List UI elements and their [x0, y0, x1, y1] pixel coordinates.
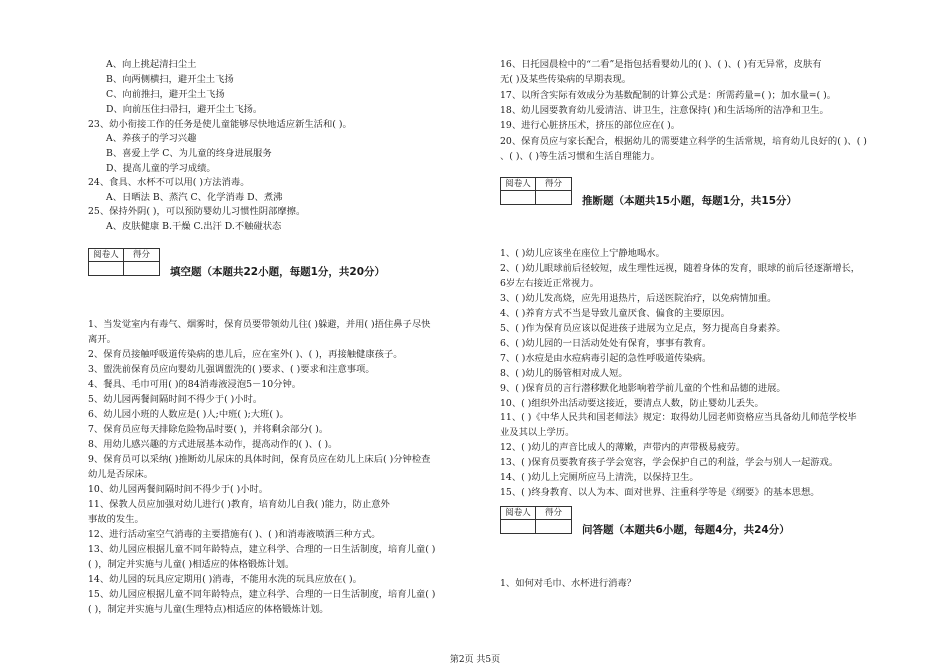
fill-question-line: 17、以所含实际有效成分为基数配制的计算公式是：所需药量=( )；加水量=( )。	[500, 89, 837, 101]
grader-label: 阅卷人	[501, 507, 536, 519]
q22-option-c: C、向前推扫，避开尘土飞扬	[106, 89, 225, 100]
judge-question-line: 1、( )幼儿应该坐在座位上宁静地喝水。	[500, 248, 665, 259]
judge-question-line: 9、( )保育员的言行潜移默化地影响着学前儿童的个性和品德的进展。	[500, 382, 786, 394]
fill-question-line: 19、进行心脏挤压术，挤压的部位应在( )。	[500, 120, 681, 132]
grader-label: 阅卷人	[89, 249, 124, 261]
judge-section-title: 推断题（本题共15小题，每题1分，共15分）	[582, 195, 798, 207]
fill-question-line: ( )，制定并实施与儿童( )相适应的体格锻炼计划。	[88, 559, 295, 570]
fill-question-line: 离开。	[88, 334, 116, 345]
q23-option-bc: B、喜爱上学 C、为儿童的终身进展服务	[106, 148, 272, 159]
fill-question-line: 14、幼儿园的玩具应定期用( )消毒，不能用水洗的玩具应放在( )。	[88, 574, 362, 585]
judge-question-line: 11、( )《中华人民共和国老师法》规定：取得幼儿园老师资格应当具备幼儿师范学校毕	[500, 412, 857, 424]
fill-question-line: 4、餐具、毛巾可用( )的84消毒液浸泡5－10分钟。	[88, 379, 302, 390]
judge-question-line: 8、( )幼儿的肠管相对成人短。	[500, 367, 628, 379]
fill-question-line: 2、保育员接触呼吸道传染病的患儿后，应在室外( )、( )，再接触健康孩子。	[88, 349, 403, 360]
fill-question-line: 3、盥洗前保育员应向婴幼儿强调盥洗的( )要求、( )要求和注意事项。	[88, 364, 375, 375]
score-label: 得分	[544, 508, 562, 518]
judge-question-line: 14、( )幼儿上完厕所应马上清洗，以保持卫生。	[500, 472, 699, 484]
fill-question-line: 8、用幼儿感兴趣的方式进展基本动作，提高动作的( )、( )。	[88, 439, 338, 450]
fill-question-line: 20、保育员应与家长配合，根据幼儿的需要建立科学的生活常规，培育幼儿良好的( )、( )	[500, 135, 867, 147]
fill-score-box	[88, 248, 160, 276]
fill-section-title: 填空题（本题共22小题，每题1分，共20分）	[170, 266, 386, 278]
q22-option-a: A、向上挑起清扫尘土	[106, 59, 197, 70]
fill-question-line: 18、幼儿园要教育幼儿爱清洁、讲卫生，注意保持( )和生活场所的洁净和卫生。	[500, 104, 829, 116]
fill-question-line: 无( )及某些传染病的早期表现。	[500, 74, 632, 86]
fill-question-line: 16、日托园晨检中的“二看”是指包括看婴幼儿的( )、( )、( )有无异常，皮肤有	[500, 59, 822, 70]
grader-label: 阅卷人	[501, 178, 536, 190]
judge-question-line: 6岁左右接近正常视力。	[500, 277, 599, 289]
q24-options: A、日晒法 B、蒸汽 C、化学消毒 D、煮沸	[106, 192, 283, 203]
fill-question-line: 、( )、( )等生活习惯和生活自理能力。	[500, 150, 660, 162]
page-footer: 第2页 共5页	[449, 655, 501, 665]
fill-question-line: 15、幼儿园应根据儿童不同年龄特点，建立科学、合理的一日生活制度，培育儿童( )	[88, 589, 436, 600]
q22-option-d: D、向前压住扫帚扫，避开尘土飞扬。	[106, 104, 263, 115]
judge-question-line: 2、( )幼儿眼球前后径较短，成生理性远视，随着身体的发育，眼球的前后径逐渐增长，	[500, 262, 861, 274]
q22-option-b: B、向两侧横扫，避开尘土飞扬	[106, 74, 234, 85]
qa-question-line: 1、如何对毛巾、水杯进行消毒？	[500, 578, 637, 589]
fill-question-line: 1、当发觉室内有毒气、烟雾时，保育员要带领幼儿往( )躲避，并用( )捂住鼻子尽快	[88, 319, 431, 330]
fill-question-line: 12、进行活动室空气消毒的主要措施有( )、( )和消毒液喷洒三种方式。	[88, 529, 381, 540]
q23-option-a: A、养孩子的学习兴趣	[106, 133, 197, 144]
judge-question-line: 5、( )作为保育员应该以促进孩子进展为立足点，努力提高自身素养。	[500, 322, 786, 334]
q23-option-d: D、提高儿童的学习成绩。	[106, 163, 216, 174]
fill-question-line: ( )，制定并实施与儿童(生理特点)相适应的体格锻炼计划。	[88, 604, 329, 615]
fill-question-line: 5、幼儿园两餐间隔时间不得少于( )小时。	[88, 394, 263, 405]
judge-question-line: 12、( )幼儿的声音比成人的薄嫩，声带内的声带极易疲劳。	[500, 442, 746, 454]
q23-stem: 23、幼小衔接工作的任务是使儿童能够尽快地适应新生活和( )。	[88, 119, 352, 130]
fill-question-line: 6、幼儿园小班的人数应是( )人;中班( );大班( )。	[88, 409, 289, 420]
fill-question-line: 10、幼儿园两餐间隔时间不得少于( )小时。	[88, 484, 269, 495]
score-label: 得分	[132, 250, 150, 260]
judge-question-line: 10、( )组织外出活动要这接近，要清点人数，防止婴幼儿丢失。	[500, 397, 764, 409]
judge-score-box	[500, 177, 572, 205]
judge-question-line: 业及其以上学历。	[500, 427, 575, 439]
judge-question-line: 13、( )保育员要教育孩子学会宽容，学会保护自己的利益，学会与别人一起游戏。	[500, 457, 839, 469]
fill-question-line: 11、保教人员应加强对幼儿进行( )教育，培育幼儿自我( )能力，防止意外	[88, 499, 390, 510]
qa-score-box	[500, 506, 572, 534]
score-label: 得分	[544, 179, 562, 189]
fill-question-line: 7、保育员应每天排除危险物品时要( )，并将剩余部分( )。	[88, 424, 329, 435]
q25-options: A、皮肤健康 B.干燥 C.出汗 D.不触碰状态	[106, 221, 282, 232]
fill-question-line: 13、幼儿园应根据儿童不同年龄特点，建立科学、合理的一日生活制度，培育儿童( )	[88, 544, 436, 555]
fill-question-line: 9、保育员可以采纳( )推断幼儿尿床的具体时间，保育员应在幼儿上床后( )分钟检查	[88, 454, 431, 465]
q24-stem: 24、食具、水杯不可以用( )方法消毒。	[88, 177, 250, 188]
fill-question-line: 事故的发生。	[88, 514, 144, 525]
q25-stem: 25、保持外阴( )，可以预防婴幼儿习惯性阴部摩擦。	[88, 206, 306, 217]
fill-question-line: 幼儿是否尿床。	[88, 469, 154, 480]
judge-question-line: 4、( )养育方式不当是导致儿童厌食、偏食的主要原因。	[500, 307, 730, 319]
judge-question-line: 15、( )终身教育、以人为本、面对世界、注重科学等是《纲要》的基本思想。	[500, 487, 820, 499]
judge-question-line: 7、( )水痘是由水痘病毒引起的急性呼吸道传染病。	[500, 352, 712, 364]
qa-section-title: 问答题（本题共6小题，每题4分，共24分）	[582, 524, 790, 536]
judge-question-line: 3、( )幼儿发高烧，应先用退热片，后送医院治疗，以免病情加重。	[500, 292, 777, 304]
judge-question-line: 6、( )幼儿园的一日活动处处有保育，事事有教育。	[500, 337, 712, 349]
